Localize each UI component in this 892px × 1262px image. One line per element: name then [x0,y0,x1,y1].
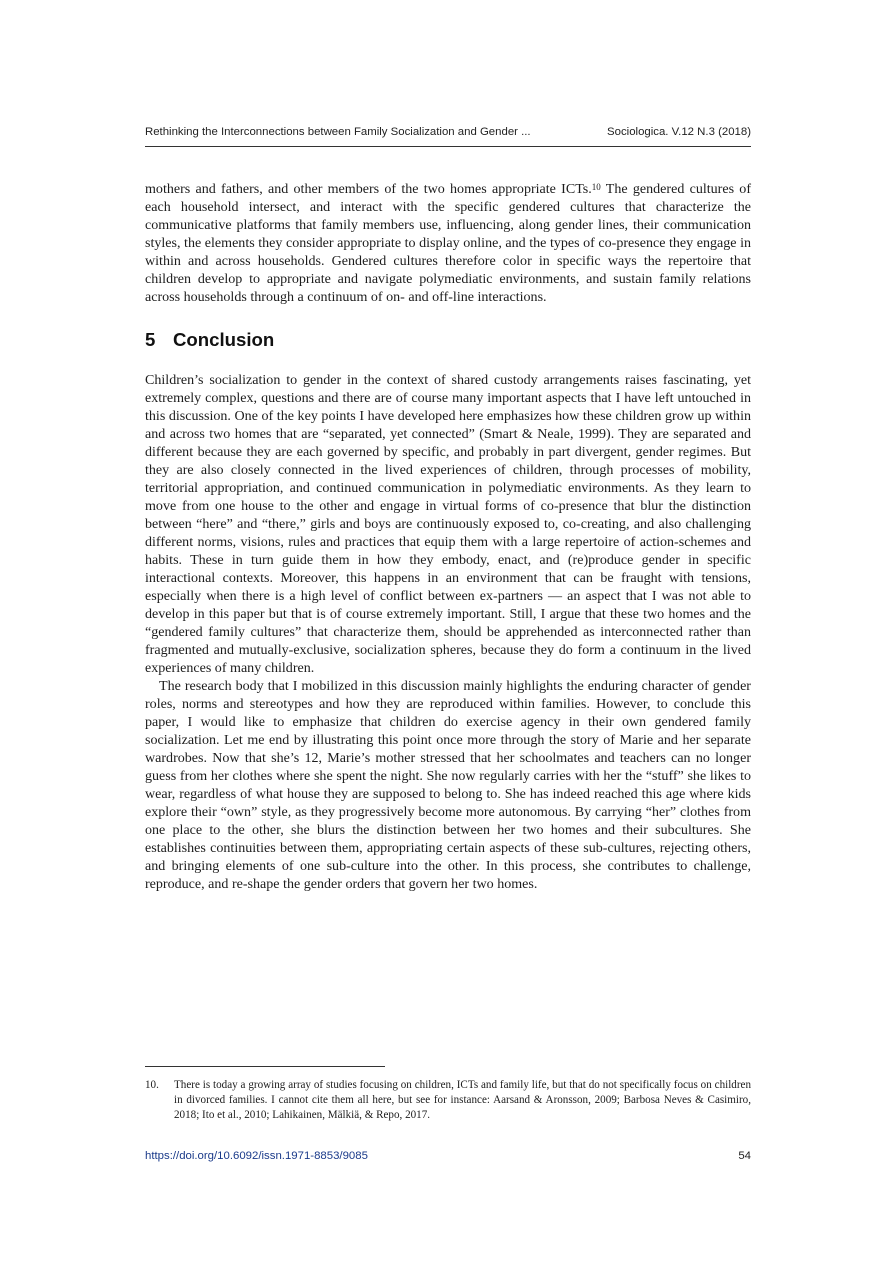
doi-link[interactable]: https://doi.org/10.6092/issn.1971-8853/9085 [145,1150,368,1162]
running-footer [145,1150,751,1162]
running-header [145,126,751,138]
header-journal-issue: Sociologica. V.12 N.3 (2018) [607,126,751,138]
body-text [145,180,751,893]
conclusion-paragraph-1: Children’s socialization to gender in the context of shared custody arrangements raises fascinating, yet extremely complex, questions and there are of course many important aspects that I have left untouched in this discussion. One of the key points I have developed here emphasizes how these children grow up within and across two homes that are “separated, yet connected” (Smart & Neale, 1999). They are separated and different because they are each governed by specific, and probably in part divergent, gender regimes. But they are also closely connected in the lived experiences of children, through processes of mobility, territorial appropriation, and continued communication in polymediatic environments. As they learn to move from one house to the other and engage in virtual forms of co-presence that blur the distinction between “here” and “there,” girls and boys are continuously exposed to, co-creating, and also challenging different norms, visions, rules and practices that equip them with a large repertoire of action-schemes and habits. These in turn guide them in how they embody, enact, and (re)produce gender in specific interactional contexts. Moreover, this happens in an environment that can be fraught with tensions, especially when there is a high level of conflict between ex-partners — an aspect that I was not able to develop in this paper but that is of course extremely important. Still, I argue that these two homes and the “gendered family cultures” that characterize them, should be apprehended as interconnected rather than fragmented and mutually-exclusive, socialization spheres, because they do form a continuum in the lived experiences of many children. [145,372,751,676]
header-rule [145,146,751,147]
footnote-reference[interactable]: 10 [591,182,601,192]
header-article-title: Rethinking the Interconnections between Family Socialization and Gender ... [145,126,531,138]
section-number: 5 [145,329,156,350]
page-number: 54 [738,1150,751,1162]
footnote-rule [145,1066,385,1067]
intro-text-end: The gendered cultures of each household intersect, and interact with the specific gendered cultures that characterize the communicative platforms that family members use, influencing, along gender lines, their communication styles, the elements they consider appropriate to display online, and the types of co-presence they engage in within and across households. Gendered cultures therefore color in specific ways the repertoire that children develop to appropriate and navigate polymediatic environments, and sustain family relations across households through a continuum of on- and off-line interactions. [145,181,752,305]
footnote-text: There is today a growing array of studies focusing on children, ICTs and family life, but that do not specifically focus on children in divorced families. I cannot cite them all here, but see for instance: Aarsand & Aronsson, 2009; Barbosa Neves & Casimiro, 2018; Ito et al., 2010; Lahikainen, Mälkiä, & Repo, 2017. [174,1079,751,1121]
conclusion-paragraph-2: The research body that I mobilized in this discussion mainly highlights the enduring character of gender roles, norms and stereotypes and how they are reproduced within families. However, to conclude this paper, I would like to emphasize that children do exercise agency in their own gendered family socialization. Let me end by illustrating this point once more through the story of Marie and her separate wardrobes. Now that she’s 12, Marie’s mother stressed that her schoolmates and teachers can no longer guess from her clothes where she spent the night. She now regularly carries with her the “stuff” she likes to wear, regardless of what house they are supposed to belong to. She has indeed reached this age where kids explore their “own” style, as they progressively become more autonomous. By carrying “her” clothes from one place to the other, she blurs the distinction between her two homes and their subcultures. She establishes continuities between them, appropriating certain aspects of these sub-cultures, rejecting others, and bringing elements of one sub-culture into the other. In this process, she contributes to challenge, reproduce, and re-shape the gender orders that govern her two homes. [145,678,751,892]
section-heading [145,329,751,351]
section-title: Conclusion [173,329,275,350]
footnote-number: 10. [145,1079,159,1091]
footnote [145,1078,751,1123]
intro-text-start: mothers and fathers, and other members of the two homes appropriate ICTs. [145,181,592,197]
intro-paragraph [145,180,751,306]
